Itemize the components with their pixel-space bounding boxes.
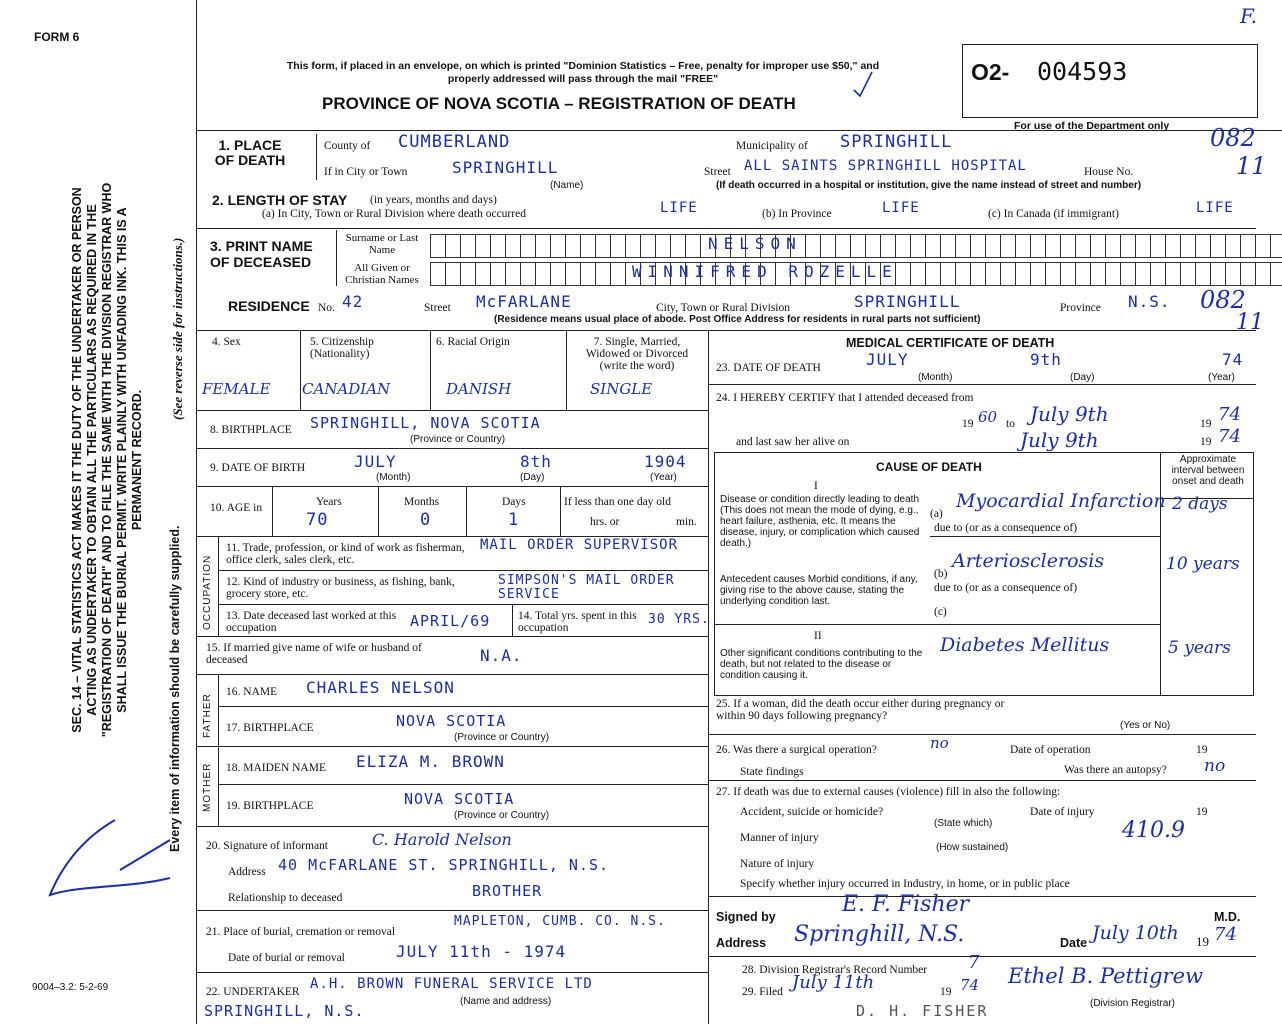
sex-value: FEMALE <box>202 380 271 398</box>
d23-day: 9th <box>1030 350 1062 369</box>
d23-label: 23. DATE OF DEATH <box>716 362 821 374</box>
birthplace-value: SPRINGHILL, NOVA SCOTIA <box>310 414 541 432</box>
d23-day-caption: (Day) <box>1070 372 1095 383</box>
mother-name-label: 18. MAIDEN NAME <box>226 762 326 774</box>
date-label: Date <box>1060 936 1088 950</box>
signed-value: E. F. Fisher <box>842 892 970 917</box>
q25-caption: (Yes or No) <box>1120 720 1171 731</box>
rule <box>218 604 708 605</box>
autopsy-value: no <box>1204 756 1226 776</box>
check-mark-icon <box>850 70 874 98</box>
spouse-value: N.A. <box>480 646 523 665</box>
other-interval: 5 years <box>1168 638 1231 658</box>
reg-caption: For use of the Department only <box>1014 120 1170 132</box>
form-id: FORM 6 <box>34 30 80 44</box>
rule <box>218 536 219 636</box>
cause-c-letter: (c) <box>934 606 947 618</box>
cause-ii: II <box>814 630 822 642</box>
age-less-label: If less than one day old <box>564 496 671 508</box>
undertaker-label: 22. UNDERTAKER <box>206 986 300 998</box>
postal-notice: This form, if placed in an envelope, on which is printed "Dominion Statistics – Free, penalty for improper use $50," and properly addressed will pass through the mail "FREE" <box>286 60 880 85</box>
rule <box>196 228 1256 229</box>
date-year: 74 <box>1214 924 1237 945</box>
medical-title: MEDICAL CERTIFICATE OF DEATH <box>846 336 1055 350</box>
marital-value: SINGLE <box>590 380 653 398</box>
from-year: 60 <box>978 408 998 426</box>
informant-addr-value: 40 McFARLANE ST. SPRINGHILL, N.S. <box>278 856 610 874</box>
mother-bp-value: NOVA SCOTIA <box>404 790 515 808</box>
d24-label: 24. I HEREBY CERTIFY that I attended deceased from <box>716 392 974 404</box>
occupation-side: OCCUPATION <box>202 554 213 630</box>
rule <box>196 826 708 827</box>
date-19: 19 <box>1196 934 1209 949</box>
rule <box>708 956 1256 957</box>
sex-label: 4. Sex <box>212 336 241 348</box>
other-label: Other significant conditions contributing to the death, but not related to the disease or condition causing it. <box>720 648 923 681</box>
findings-label: State findings <box>740 766 804 778</box>
age-months-label: Months <box>404 496 440 508</box>
registration-number-box <box>962 44 1258 118</box>
stay-b-label: (b) In Province <box>762 208 832 220</box>
res-city-value: SPRINGHILL <box>854 292 961 311</box>
stay-c-label: (c) In Canada (if immigrant) <box>988 208 1119 220</box>
page-title: PROVINCE OF NOVA SCOTIA – REGISTRATION OF DEATH <box>322 94 796 113</box>
rule <box>218 570 708 571</box>
age-years-value: 70 <box>306 510 329 530</box>
county-label: County of <box>324 140 371 152</box>
informant-rel-value: BROTHER <box>472 882 543 900</box>
burial-place: MAPLETON, CUMB. CO. N.S. <box>454 914 666 929</box>
filed-value: July 11th <box>792 972 875 993</box>
house-value: 11 <box>1236 152 1267 180</box>
rule <box>196 330 1256 331</box>
accident-label: Accident, suicide or homicide? <box>740 806 884 818</box>
q26: 26. Was there a surgical operation? <box>716 744 877 756</box>
cause-a-letter: (a) <box>930 508 943 520</box>
rule <box>196 910 708 911</box>
rule <box>196 448 708 449</box>
father-bp-value: NOVA SCOTIA <box>396 712 507 730</box>
rule <box>560 486 561 536</box>
from-19: 19 <box>962 418 974 430</box>
rule <box>466 486 467 536</box>
surname-label: Surname or Last Name <box>345 232 419 256</box>
rule <box>196 674 708 675</box>
dob-day-caption: (Day) <box>520 472 545 483</box>
given-value: WINNIFRED ROZELLE <box>632 262 898 281</box>
other-cause: Diabetes Mellitus <box>940 634 1110 656</box>
undertaker-addr: SPRINGHILL, N.S. <box>204 1002 365 1020</box>
res-province-label: Province <box>1060 302 1101 314</box>
father-name-label: 16. NAME <box>226 686 278 698</box>
city-label: If in City or Town <box>324 166 408 178</box>
total-label: 14. Total yrs. spent in this occupation <box>518 610 637 634</box>
street-value: ALL SAINTS SPRINGHILL HOSPITAL <box>744 158 1027 174</box>
marital-label: 7. Single, Married, Widowed or Divorced (write the word) <box>585 336 689 372</box>
age-months-value: 0 <box>420 510 432 530</box>
name-label: 3. PRINT NAME OF DECEASED <box>210 238 313 270</box>
surname-cells <box>430 234 1282 258</box>
age-min: min. <box>676 516 697 528</box>
how-sustained: (How sustained) <box>936 842 1009 853</box>
rule <box>196 130 1282 131</box>
municipality-label: Municipality of <box>736 140 808 152</box>
burial-label: 21. Place of burial, cremation or removal <box>206 926 396 938</box>
reg-number: 004593 <box>1037 57 1128 86</box>
address-label: Address <box>716 936 767 950</box>
due-b: due to (or as a consequence of) <box>934 582 1078 594</box>
informant-sig-label: 20. Signature of informant <box>206 840 329 852</box>
cause-b-interval: 10 years <box>1166 554 1240 574</box>
birthplace-caption: (Province or Country) <box>410 434 506 445</box>
address-value: Springhill, N.S. <box>794 922 965 947</box>
birthplace-label: 8. BIRTHPLACE <box>210 424 292 436</box>
d23-year: 74 <box>1222 350 1244 369</box>
rule <box>218 746 219 826</box>
stay-label: 2. LENGTH OF STAY <box>212 192 348 208</box>
industry-label: 12. Kind of industry or business, as fishing, bank, grocery store, etc. <box>226 576 455 600</box>
spouse-label: 15. If married give name of wife or husband of deceased <box>206 642 422 666</box>
icd-code: 410.9 <box>1122 818 1185 843</box>
filed-19: 19 <box>940 986 952 998</box>
city-value: SPRINGHILL <box>452 158 559 177</box>
mother-name-value: ELIZA M. BROWN <box>356 752 505 771</box>
sec14-notice: SEC. 14 – VITAL STATISTICS ACT MAKES IT THE DUTY OF THE UNDERTAKER OR PERSON ACTING AS UNDERTAKER TO OBTAIN ALL THE PARTICULARS AS REQUIRED IN THE "REGISTRATION OF DEATH" AND TO FILE THE SAME WITH THE DIVISION REGISTRAR WHO SHALL ISSUE THE BURIAL PERMIT. WRITE PLAINLY WITH UNFADING INK. THIS IS A PERMANENT RECORD. <box>70 182 144 738</box>
father-name-value: CHARLES NELSON <box>306 678 455 697</box>
d23-year-caption: (Year) <box>1208 372 1235 383</box>
manner-label: Manner of injury <box>740 832 819 844</box>
dob-month: JULY <box>354 452 397 471</box>
municipality-code: 082 <box>1210 124 1256 152</box>
last-label: and last saw her alive on <box>736 436 850 448</box>
mother-side: MOTHER <box>202 762 213 812</box>
trade-value: MAIL ORDER SUPERVISOR <box>480 537 679 553</box>
res-street-label: Street <box>424 302 451 314</box>
informant-rel-label: Relationship to deceased <box>228 892 343 904</box>
rule <box>218 784 708 785</box>
burial-date: JULY 11th - 1974 <box>396 942 567 961</box>
form-code: 9004–3.2: 5-2-69 <box>32 982 109 993</box>
dob-label: 9. DATE OF BIRTH <box>210 462 306 474</box>
racial-value: DANISH <box>446 380 512 398</box>
age-days-value: 1 <box>508 510 520 530</box>
interval-divider <box>1160 452 1161 696</box>
citizenship-label: 5. Citizenship (Nationality) <box>310 336 374 360</box>
signed-label: Signed by <box>716 910 776 924</box>
rule <box>218 674 219 754</box>
age-years-label: Years <box>316 496 342 508</box>
every-item-note: Every item of information should be carefully supplied. <box>168 525 182 852</box>
father-side: FATHER <box>202 693 213 738</box>
injury-year: 19 <box>1196 806 1208 818</box>
last-worked-label: 13. Date deceased last worked at this occupation <box>226 610 397 634</box>
q28: 28. Division Registrar's Record Number <box>742 964 928 976</box>
bracket <box>316 134 317 180</box>
bracket <box>336 230 337 286</box>
specify-label: Specify whether injury occurred in Industry, in home, or in public place <box>740 878 1070 890</box>
rule <box>566 330 567 410</box>
cause-b-letter: (b) <box>934 568 948 580</box>
registrar-caption: (Division Registrar) <box>1090 998 1176 1009</box>
cause-a: Myocardial Infarction <box>956 490 1166 512</box>
given-label: All Given or Christian Names <box>345 262 419 286</box>
undertaker-caption: (Name and address) <box>460 996 552 1007</box>
place-note: (If death occurred in a hospital or institution, give the name instead of street and number) <box>716 180 1142 191</box>
dob-day: 8th <box>520 452 552 471</box>
undertaker-name: A.H. BROWN FUNERAL SERVICE LTD <box>310 976 593 992</box>
q28-value: 7 <box>968 952 980 973</box>
q27: 27. If death was due to external causes (violence) fill in also the following: <box>716 786 1061 798</box>
stay-a-value: LIFE <box>660 200 698 216</box>
industry-value: SIMPSON'S MAIL ORDER SERVICE <box>498 573 675 602</box>
county-value: CUMBERLAND <box>398 132 511 152</box>
name-caption: (Name) <box>550 180 584 191</box>
rule <box>196 410 708 411</box>
to-label: to <box>1006 418 1015 430</box>
rule <box>930 536 1160 537</box>
rule <box>714 624 1160 625</box>
cause-title: CAUSE OF DEATH <box>876 460 982 474</box>
rule <box>300 330 301 410</box>
total-value: 30 YRS. <box>648 612 710 627</box>
res-province-value: N.S. <box>1128 292 1171 311</box>
d23-month: JULY <box>866 350 909 369</box>
res-street-value: McFARLANE <box>476 292 572 311</box>
dob-year: 1904 <box>644 452 687 471</box>
father-bp-caption: (Province or Country) <box>454 732 550 743</box>
res-code: 082 <box>1200 286 1246 314</box>
last-worked-value: APRIL/69 <box>410 612 491 630</box>
reverse-note: (See reverse side for instructions.) <box>170 237 185 420</box>
cause-a-interval: 2 days <box>1172 494 1228 514</box>
corner-mark: F. <box>1240 4 1258 28</box>
informant-sig-value: C. Harold Nelson <box>372 830 512 849</box>
house-label: House No. <box>1084 166 1134 178</box>
last-19: 19 <box>1200 436 1212 448</box>
interval-label: Approximate interval between onset and death <box>1171 454 1245 487</box>
due-a: due to (or as a consequence of) <box>934 522 1078 534</box>
rule <box>196 636 708 637</box>
to-value: July 9th <box>1030 402 1109 426</box>
reg-prefix: O2- <box>971 59 1010 85</box>
margin-scribble <box>20 800 180 910</box>
dob-year-caption: (Year) <box>650 472 677 483</box>
rule <box>430 330 431 410</box>
filed-year: 74 <box>960 976 980 994</box>
age-hrs: hrs. or <box>590 516 620 528</box>
antecedent-label: Antecedent causes Morbid conditions, if any, giving rise to the above cause, stating the underlying condition last. <box>720 574 918 607</box>
rule <box>196 746 708 747</box>
direct-label: Disease or condition directly leading to death (This does not mean the mode of dying, e.g., heart failure, asthenia, etc. It means the disease, injury, or complication which caused death.) <box>720 494 920 549</box>
municipality-value: SPRINGHILL <box>840 132 953 152</box>
cause-i: I <box>814 480 818 492</box>
residence-note: (Residence means usual place of abode. Post Office Address for residents in rural parts not sufficient) <box>494 314 981 325</box>
center-divider <box>708 330 709 1024</box>
md-label: M.D. <box>1214 910 1241 924</box>
residence-label: RESIDENCE <box>228 298 310 314</box>
q26-value: no <box>930 734 949 752</box>
rule <box>218 706 708 707</box>
dob-month-caption: (Month) <box>376 472 411 483</box>
res-no-label: No. <box>318 302 335 314</box>
rule <box>378 486 379 536</box>
mother-bp-caption: (Province or Country) <box>454 810 550 821</box>
rule <box>272 486 273 536</box>
rule <box>708 780 1256 781</box>
res-no-value: 42 <box>342 292 364 311</box>
place-label: 1. PLACE OF DEATH <box>214 137 286 168</box>
stay-sub: (in years, months and days) <box>370 194 497 206</box>
rule <box>512 604 513 636</box>
autopsy-label: Was there an autopsy? <box>1064 764 1167 776</box>
mother-bp-label: 19. BIRTHPLACE <box>226 800 314 812</box>
nature-label: Nature of injury <box>740 858 815 870</box>
op-year: 19 <box>1196 744 1208 756</box>
d23-month-caption: (Month) <box>918 372 953 383</box>
surname-value: NELSON <box>708 234 802 253</box>
registrar-signature: Ethel B. Pettigrew <box>1008 964 1203 988</box>
left-margin-line <box>196 0 197 1024</box>
rule <box>708 896 1256 897</box>
stay-a-label: (a) In City, Town or Rural Division where death occurred <box>262 208 526 220</box>
stay-b-value: LIFE <box>882 200 920 216</box>
op-date-label: Date of operation <box>1010 744 1091 756</box>
last-value: July 9th <box>1020 428 1099 452</box>
res-code2: 11 <box>1236 310 1264 335</box>
rule <box>708 734 1256 735</box>
informant-addr-label: Address <box>228 866 266 878</box>
injury-date-label: Date of injury <box>1030 806 1095 818</box>
father-bp-label: 17. BIRTHPLACE <box>226 722 314 734</box>
racial-label: 6. Racial Origin <box>436 336 510 348</box>
last-year: 74 <box>1218 426 1241 447</box>
cause-b: Arteriosclerosis <box>952 550 1105 572</box>
rule <box>708 384 1256 385</box>
q25: 25. If a woman, did the death occur either during pregnancy or within 90 days following pregnancy? <box>716 698 1005 722</box>
to-year: 74 <box>1218 404 1241 425</box>
trade-label: 11. Trade, profession, or kind of work as fisherman, office clerk, sales clerk, etc. <box>226 542 465 566</box>
street-label: Street <box>704 166 731 178</box>
q29: 29. Filed <box>742 986 783 998</box>
state-which: (State which) <box>934 818 993 829</box>
burial-date-label: Date of burial or removal <box>228 952 345 964</box>
age-label: 10. AGE in <box>210 502 263 514</box>
stay-c-value: LIFE <box>1196 200 1234 216</box>
res-city-label: City, Town or Rural Division <box>656 302 791 314</box>
rule <box>196 972 708 973</box>
citizenship-value: CANADIAN <box>302 380 391 398</box>
date-value: July 10th <box>1092 922 1179 944</box>
to-19: 19 <box>1200 418 1212 430</box>
age-days-label: Days <box>502 496 526 508</box>
physician-stamp: D. H. FISHER <box>856 1002 989 1020</box>
